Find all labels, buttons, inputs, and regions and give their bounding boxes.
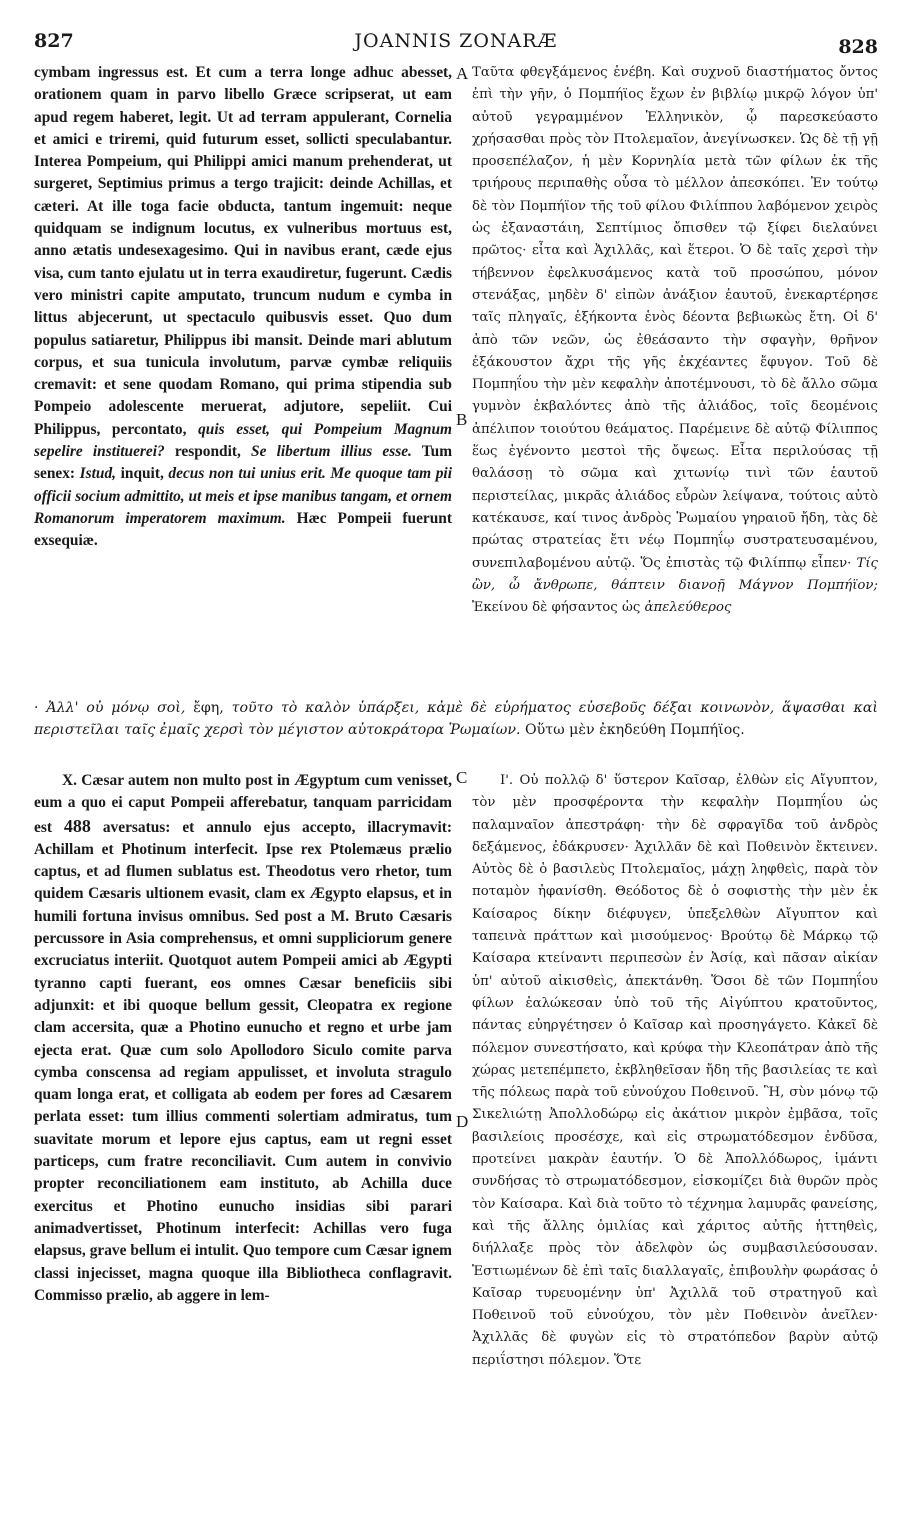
greek-paragraph-1: Ταῦτα φθεγξάμενος ἐνέβη. Καὶ συχνοῦ διαστήματος ὄντος ἐπὶ τὴν γῆν, ὁ Πομπήϊος ἔχων ἐν βιβλίῳ μικρῷ λόγον ὑπ' αὐτοῦ γεγραμμένον Ἑλληνικὸν, ᾧ παρεσκεύαστο χρήσασθαι πρὸς τὸν Πτολεμαῖον, ἀνεγίνωσκεν. Ὡς δὲ τῇ γῇ προσεπέλαζον, ἡ μὲν Κορνηλία μετὰ τῶν φίλων ἐκ τῆς τριήρους περιπαθὴς οὖσα τὸ μέλλον ἀπεσκόπει. Ἐν τούτῳ δὲ τὸν Πομπήϊον τῆς τοῦ φίλου Φιλίππου λαβόμενον χειρὸς ὡς ἐξαναστάιη, Σεπτίμιος ὄπισθεν τῷ ξίφει διελαύνει πρῶτος· εἶτα καὶ Ἀχιλλᾶς, καὶ ἕτεροι. Ὁ δὲ ταῖς χερσὶ τὴν τήβεννον ἐφελκυσάμενος κατὰ τοῦ προσώπου, μόνον στενάξας, μηδὲν δ' εἰπὼν ἀνάξιον ἑαυτοῦ, ἐνεκαρτέρησε ταῖς πληγαῖς, ἑξήκοντα ἑνὸς δέοντα βεβιωκὼς ἔτη. Οἱ δ' ἀπὸ τῶν νεῶν, ὡς ἐθεάσαντο τὴν σφαγὴν, θρῆνον ἐξάκουστον ἄχρι τῆς γῆς ἐκχέαντες ἔφυγον. Τοῦ δὲ Πομπηΐου τὴν μὲν κεφαλὴν ἀποτέμνουσι, τὸ δὲ ἄλλο σῶμα γυμνὸν ἐκβαλόντες ἀπὸ τῆς ἁλιάδος, τοῖς δεομένοις ἀπέλιπον τοιούτου θεάματος. Παρέμεινε δὲ αὐτῷ Φίλιππος ἕως ἐγένοντο μεστοὶ τῆς ὄψεως. Εἶτα περιλούσας τῇ θαλάσσῃ τὸ σῶμα καὶ χιτωνίῳ τινὶ τῶν ἑαυτοῦ περιστείλας, μικρᾶς ἁλιάδος εὗρὼν λείψανα, τούτοις αὐτὸ κατέκαυσε, καί τινος ἀνδρὸς Ῥωμαίου γηραιοῦ ἤδη, τὰς δὲ πρώτας στρατείας ἔτι νέῳ Πομπηΐῳ συστρατευσαμένου, συνεπιλαβομένου αὐτῷ. Ὅς ἐπιστὰς τῷ Φιλίππῳ εἶπεν· Τίς ὢν, ὦ ἄνθρωπε, θάπτειν διανοῇ Μάγνον Πομπήϊον; Ἐκείνου δὲ φήσαντος ὡς ἀπελεύθερος [472, 65, 878, 616]
latin-column-top [34, 62, 452, 694]
greek-fullwidth-continuation: · Ἀλλ' οὐ μόνῳ σοὶ, ἔφη, τοῦτο τὸ καλὸν ὑπάρξει, κἀμὲ δὲ εὑρήματος εὐσεβοῦς δέξαι κοινωνὸν, ἅψασθαι καὶ περιστεῖλαι ταῖς ἐμαῖς χερσὶ τὸν μέγιστον αὐτοκράτορα Ῥωμαίων. Οὕτω μὲν ἐκηδεύθη Πομπήϊος. [34, 700, 878, 739]
greek-column-bottom [472, 770, 878, 1520]
greek-paragraph-2: Ι'. Οὐ πολλῷ δ' ὕστερον Καῖσαρ, ἐλθὼν εἰς Αἴγυπτον, τὸν μὲν προσφέροντα τὴν κεφαλὴν Πομπηΐου ὡς παλαμναῖον ἀπεστράφη· τὴν δὲ σφραγῖδα τοῦ ἀνδρὸς δεξάμενος, ἐδάκρυσεν· Ἀχιλλᾶν δὲ καὶ Ποθεινὸν ἔκτεινεν. Αὐτὸς δὲ ὁ βασιλεὺς Πτολεμαῖος, μάχῃ ληφθεὶς, παρὰ τὸν ποταμὸν ἠφανίσθη. Θεόδοτος δὲ ὁ σοφιστὴς τὴν μὲν ἐκ Καίσαρος δίκην διέφυγεν, ὑπεξελθὼν Αἴγυπτον καὶ ταπεινὰ πράττων καὶ μισούμενος· Βρούτῳ δὲ Μάρκῳ τῷ Καίσαρα κτείναντι περιπεσὼν ἐν Ἀσίᾳ, καὶ πᾶσαν αἰκίαν ὑπ' αὐτοῦ αἰκισθεὶς, ἀπεκτάνθη. Ὅσοι δὲ τῶν Πομπηΐου φίλων ἑαλώκεσαν ὑπὸ τοῦ τῆς Αἰγύπτου κρατοῦντος, πάντας εὐηργέτησεν ὁ Καῖσαρ καὶ προσηγάγετο. Κἀκεῖ δὲ πόλεμον συνεστήσατο, καὶ κρύφα τὴν Κλεοπάτραν ἀπὸ τῆς χώρας μετεπέμπετο, ἐκβληθεῖσαν ἤδη τῆς βασιλείας τε καὶ τῆς πόλεως παρὰ τοῦ εὐνούχου Ποθεινοῦ. Ἣ, σὺν μόνῳ τῷ Σικελιώτῃ Ἀπολλοδώρῳ εἰς ἀκάτιον μικρὸν ἐμβᾶσα, τοῖς βασιλείοις προσέσχε, καὶ εἰς στρωματόδεσμον ἐνδῦσα, προτείνει μακρὰν ἑαυτήν. Ὁ δὲ Ἀπολλόδωρος, ἱμάντι συνδήσας τὸ στρωματόδεσμον, εἰσκομίζει διὰ θυρῶν πρὸς τὸν Καίσαρα. Καὶ διὰ τοῦτο τὸ τέχνημα λαμυρᾶς φανείσης, καὶ τῆς ἄλλης ὁμιλίας καὶ χάριτος αὐτῆς ἡττηθεὶς, διήλλαξε πρὸς τὸν ἀδελφὸν ὡς συμβασιλεύσουσαν. Ἑστιωμένων δὲ ἐπὶ ταῖς διαλλαγαῖς, ἐπιβουλὴν φωράσας ὁ Καῖσαρ τυρευομένην ὑπ' Ἀχιλλᾶ τοῦ στρατηγοῦ καὶ Ποθεινοῦ τοῦ εὐνούχου, τὸν μὲν Ποθεινὸν ἀνεῖλεν· Ἀχιλλᾶς δὲ φυγὼν εἰς τὸ στρατόπεδον βαρὺν αὐτῷ περιΐστησι πόλεμον. Ὅτε [472, 773, 878, 1368]
latin-column-bottom [34, 770, 452, 1520]
greek-column-top [472, 62, 878, 694]
running-title: JOANNIS ZONARÆ [354, 30, 558, 52]
section-marker-a: A [456, 64, 469, 83]
section-marker-d: D [456, 1112, 469, 1131]
section-marker-c: C [456, 768, 468, 787]
page-marker: 488 [63, 815, 91, 836]
latin-paragraph-2: X. Cæsar autem non multo post in Ægyptum cum venisset, eum a quo ei caput Pompeii afferebatur, tanquam parricidam est 488 aversatus: et annulo ejus accepto, illacrymavit: Achillam et Photinum interfecit. Ipse rex Ptolemæus prælio captus, et ad flumen sublatus est. Theodotus vero rhetor, tum quidem Cæsaris ultionem evasit, clam ex Ægypto elapsus, et in humili fortuna invisus omnibus. Sed post a M. Bruto Cæsaris percussore in Asia comprehensus, et omni suppliciorum genere excruciatus interiit. Quotquot autem Pompeii amici ab Ægypti tyranno capti fuerant, eos omnes Cæsar beneficiis sibi adjunxit: et ibi quoque bellum gessit, Cleopatra ex regione clam accersita, quæ a Photino eunucho et regno et urbe jam ejecta erat. Quæ cum solo Apollodoro Siculo comite parva cymba conscensa ad regiam appulisset, et involuta stragulo quam longa erat, et colligata ab eodem per fores ad Cæsarem perlata esset: tum illius commenti solertiam admiratus, tum suavitate morum et lepore ejus captus, eam ut regni esset particeps, cum fratre reconciliavit. Cum autem in convivio propter reconciliationem eam instituto, ab Achilla duce exercitus et Photino eunucho insidias sibi parari animadvertisset, Photinum interfecit: Achillas vero fuga elapsus, grave bellum ei intulit. Quo tempore cum Cæsar ignem classi injecisset, magna quoque illa Bibliotheca conflagravit. Commisso prælio, ab aggere in lem- [34, 772, 453, 1304]
page-number-left: 827 [34, 30, 74, 52]
section-marker-b: B [456, 410, 468, 429]
running-header [34, 30, 878, 56]
page-number-right: 828 [838, 36, 878, 58]
latin-paragraph-1: cymbam ingressus est. Et cum a terra longe adhuc abesset, orationem quam in parvo libello Græce scripserat, ut eam apud regem haberet, legit. Ut ad terram appulerant, Cornelia et amici e triremi, quid futurum esset, sollicti speculabantur. Interea Pompeium, qui Philippi amici manum prehenderat, ut surgeret, Septimius primus a tergo trajicit: deinde Achillas, et cæteri. At ille toga facie obducta, tantum ingemuit: neque quidquam se indignum locutus, ex vulneribus mortuus est, anno ætatis undesexagesimo. Qui in navibus erant, cæde ejus visa, cum tanto ejulatu ut in terra exaudiretur, fugerunt. Cædis vero ministri capite amputato, truncum nudum e cymba in littus abjecerunt, ut spectaculo quibusvis esset. Quo dum populus satiaretur, Philippus ibi mansit. Deinde mari ablutum corpus, et sua tunicula involutum, parvæ cymbæ reliquiis cremavit: et sene quodam Romano, qui prima stipendia sub Pompeio adolescente meruerat, adjutore, sepeliit. Cui Philippus, percontato, quis esset, qui Pompeium Magnum sepelire instituerei? respondit, Se libertum illius esse. Tum senex: Istud, inquit, decus non tui unius erit. Me quoque tam pii officii socium admittito, ut meis et ipse manibus tangam, et ornem Romanorum imperatorem maximum. Hæc Pompeii fuerunt exsequiæ. [34, 64, 453, 550]
